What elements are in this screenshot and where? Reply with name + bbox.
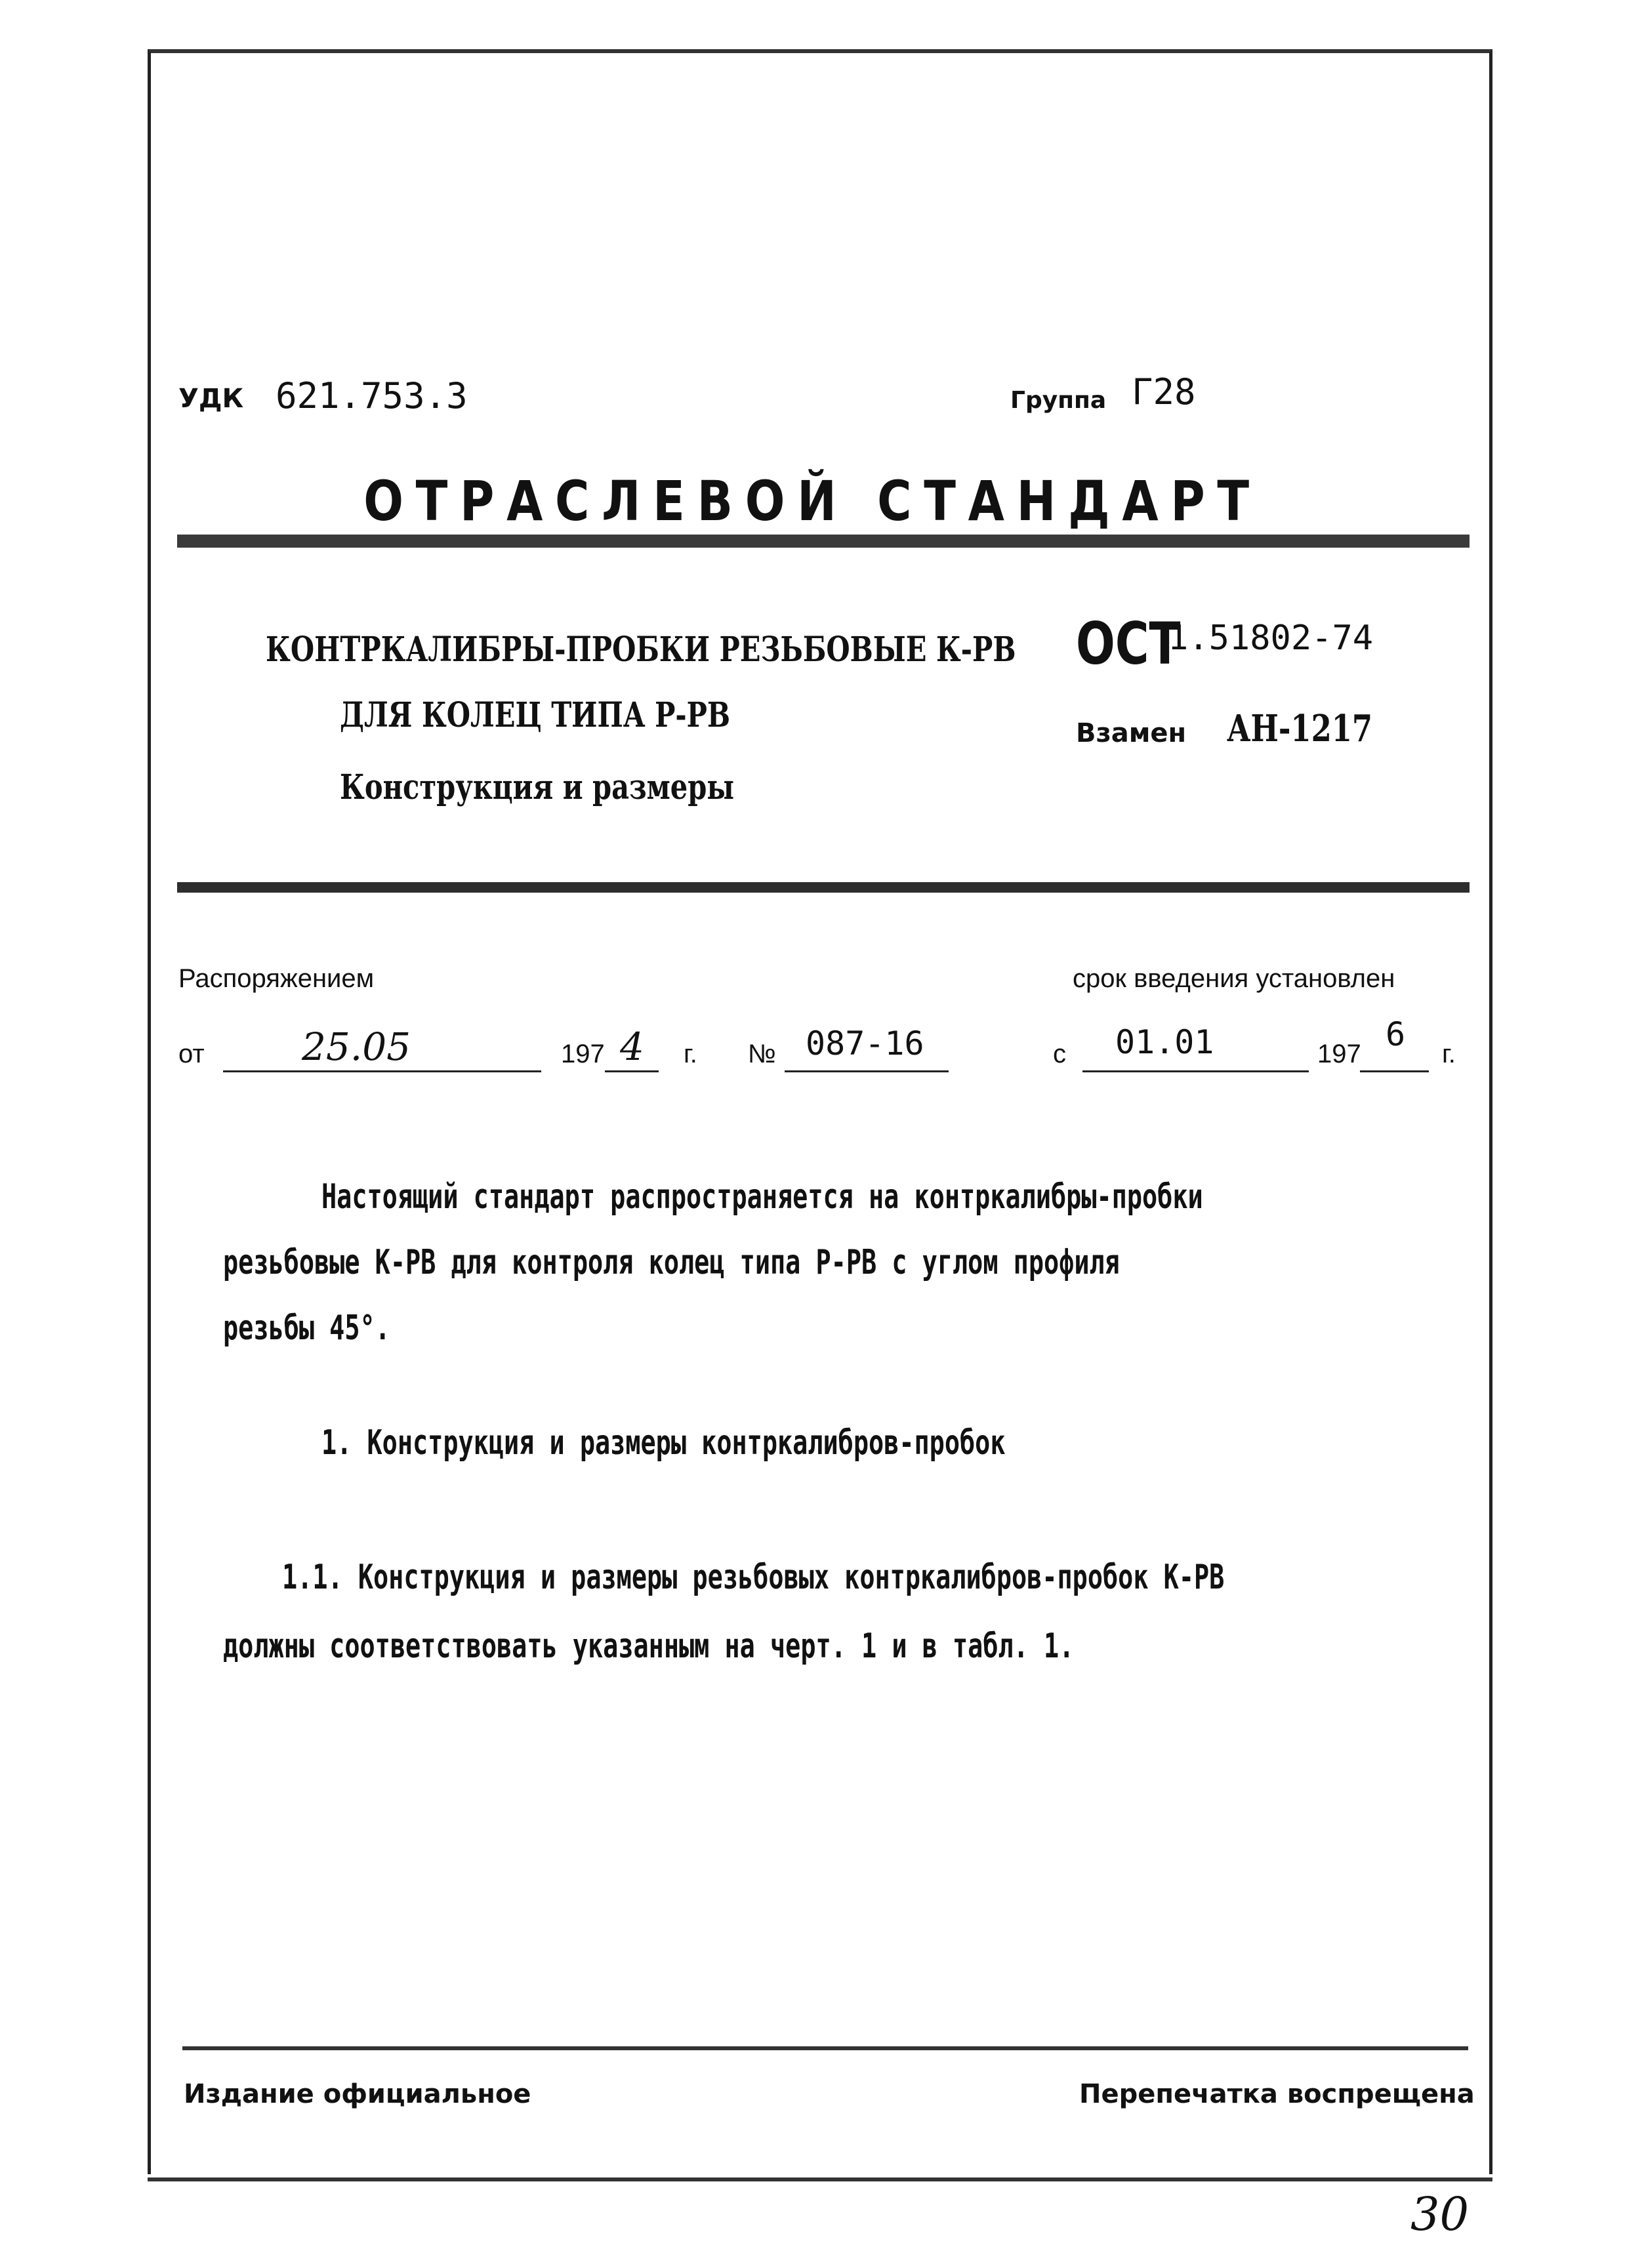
- document-subtitle: Конструкция и размеры: [340, 767, 735, 807]
- order-year-digit: 4: [620, 1024, 644, 1069]
- date-underline: [223, 1070, 541, 1072]
- title-block-rule: [177, 882, 1470, 893]
- start-year-prefix: 197: [1317, 1040, 1361, 1068]
- term-label: срок введения установлен: [1073, 964, 1395, 993]
- start-year-underline: [1360, 1070, 1429, 1072]
- order-number: 087-16: [806, 1024, 924, 1063]
- udk-value: 621.753.3: [276, 375, 468, 416]
- clause-1-1-line2: должны соответствовать указанным на черт. 1 и в табл. 1.: [223, 1627, 1075, 1666]
- page-number: 30: [1410, 2187, 1470, 2241]
- start-year-digit: 6: [1386, 1015, 1406, 1053]
- reprint-label: Перепечатка воспрещена: [1079, 2079, 1475, 2109]
- banner-title: ОТРАСЛЕВОЙ СТАНДАРТ: [363, 469, 1262, 533]
- since-label: с: [1053, 1040, 1066, 1068]
- year-suffix: г.: [684, 1040, 697, 1068]
- group-label: Группа: [1010, 387, 1107, 414]
- ost-label: ОСТ: [1076, 610, 1181, 678]
- order-date: 25.05: [302, 1024, 411, 1069]
- year-underline: [605, 1070, 659, 1072]
- order-label: Распоряжением: [178, 964, 375, 993]
- replace-label: Взамен: [1076, 718, 1187, 748]
- document-title-line2: ДЛЯ КОЛЕЦ ТИПА Р-РВ: [340, 695, 731, 735]
- start-date-underline: [1082, 1070, 1309, 1072]
- udk-label: УДК: [178, 384, 244, 414]
- start-year-suffix: г.: [1442, 1040, 1456, 1068]
- group-value: Г28: [1132, 371, 1196, 413]
- page-frame-bottom: [148, 2177, 1492, 2181]
- section-heading-1: 1. Конструкция и размеры контркалибров-пробок: [321, 1423, 1006, 1463]
- paragraph-line3: резьбы 45°.: [223, 1308, 390, 1348]
- replace-value: АН-1217: [1227, 707, 1373, 750]
- clause-1-1-line1: 1.1. Конструкция и размеры резьбовых контркалибров-пробок К-РВ: [282, 1558, 1225, 1597]
- page-frame: [148, 49, 1492, 2174]
- banner-rule: [177, 535, 1470, 548]
- ost-number: 1.51802-74: [1168, 618, 1374, 658]
- paragraph-line1: Настоящий стандарт распространяется на контркалибры-пробки: [321, 1177, 1203, 1217]
- footer-rule: [182, 2046, 1468, 2050]
- year-prefix: 197: [561, 1040, 605, 1068]
- from-label: от: [178, 1040, 205, 1068]
- paragraph-line2: резьбовые К-РВ для контроля колец типа Р-РВ с углом профиля: [223, 1243, 1120, 1282]
- number-label: №: [748, 1040, 776, 1068]
- start-date: 01.01: [1115, 1023, 1214, 1061]
- edition-label: Издание официальное: [184, 2079, 531, 2109]
- number-underline: [785, 1070, 949, 1072]
- document-title-line1: КОНТРКАЛИБРЫ-ПРОБКИ РЕЗЬБОВЫЕ К-РВ: [266, 630, 1016, 670]
